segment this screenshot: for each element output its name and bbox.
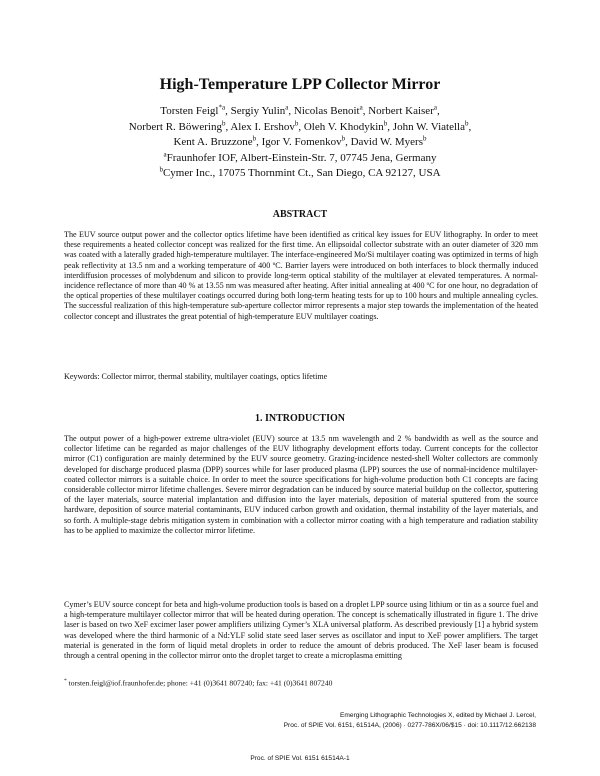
author-name: Sergiy Yulin <box>230 105 286 117</box>
author-line <box>0 120 600 136</box>
section-heading: 1. INTRODUCTION <box>254 413 345 424</box>
affiliation-text: Fraunhofer IOF, Albert-Einstein-Str. 7, 07745 Jena, Germany <box>166 151 437 164</box>
author-name: Norbert R. Böwering <box>128 120 222 133</box>
author-sup: a <box>285 103 289 112</box>
author-sep: , <box>436 105 440 117</box>
author-sup: a <box>433 103 437 112</box>
author-line <box>0 135 600 151</box>
author-name: Oleh V. Khodykin <box>303 120 384 133</box>
author-sep: , <box>345 136 351 149</box>
affiliation-sup: a <box>163 150 167 159</box>
author-name: Igor V. Fomenkov <box>261 136 342 149</box>
author-sup: b <box>464 118 469 127</box>
author-sup: b <box>294 118 299 127</box>
footnote <box>64 678 332 688</box>
intro-paragraph: Cymer’s EUV source concept for beta and high-volume production tools is based on a droplet LPP source using lithium or tin as a source fuel and a high-temperature multilayer collector mirror that will be heated during operation. The concept is schematically illustrated in figure 1. The drive laser is based on two XeF excimer laser power amplifiers utilizing Cymer’s XLA universal platform. As described previously [1] a hybrid system was developed where the third harmonic of a Nd:YLF solid state seed laser serves as oscillator and input to XeF power amplifiers. The target material is generated in the form of liquid metal droplets in order to reduce the amount of debris produced. The XeF laser beam is focused through a central opening in the collector mirror onto the droplet target to create a microplasma emitting <box>64 600 538 661</box>
page-number: Proc. of SPIE Vol. 6151 61514A-1 <box>250 755 350 762</box>
author-name: John W. Viatella <box>392 120 465 133</box>
author-line <box>0 104 600 120</box>
abstract-text: The EUV source output power and the collector optics lifetime have been identified as critical key issues for EUV lithography. In order to meet these requirements a heated collector concept was realized for the first time. An ellipsoidal collector substrate with an outer diameter of 320 mm was coated with a laterally graded high-temperature multilayer. The interface-engineered Mo/Si multilayer coating was optimized in terms of high peak reflectivity at 13.5 nm and a working temperature of 400 ºC. Barrier layers were introduced on both interfaces to block thermally induced interdiffusion processes of molybdenum and silicon to provide long-term optical stability of the multilayer at elevated temperatures. A normal-incidence reflectance of more than 40 % at 13.55 nm was measured after heating. After initial annealing at 400 ºC for one hour, no degradation of the optical properties of these multilayer coatings occurred during both long-term heating tests for up to 100 hours and multiple annealing cycles. The successful realization of this high-temperature sub-aperture collector mirror represents a major step towards the implementation of the heated collector concept and illustrates the great potential of high-temperature EUV multilayer coatings. <box>64 230 538 321</box>
intro-paragraph: The output power of a high-power extreme ultra-violet (EUV) source at 13.5 nm wavelength and 2 % bandwidth as well as the source and collector lifetime can be regarded as major challenges of the EUV lithography development efforts today. Current concepts for the collector mirror (C1) configuration are mainly determined by the EUV source geometry. Grazing-incidence nested-shell Wolter collectors are commonly developed for discharge produced plasma (DPP) sources while for laser produced plasma (LPP) sources the use of normal-incidence multilayer-coated collector mirrors is a suitable choice. In order to meet the source specifications for high-volume production both C1 concepts are facing considerable collector mirror lifetime challenges. Severe mirror degradation can be induced by source material buildup on the collector, sputtering of the layer materials, source material implantation and diffusion into the layer materials, deposition of material sputtered from the source hardware, deposition of source material contaminants, EUV induced carbon growth and oxidation, thermal instability of the layer materials, and so forth. A multiple-stage debris mitigation system in combination with a collector mirror coating with a high temperature and radiation stability has to be applied to maximize the collector mirror lifetime. <box>64 434 538 535</box>
affiliation <box>0 151 600 167</box>
publication-line: Proc. of SPIE Vol. 6151, 61514A, (2006) · 0277-786X/06/$15 · doi: 10.1117/12.662138 <box>283 722 536 729</box>
author-block <box>0 104 600 182</box>
author-name: Torsten Feigl <box>160 105 219 117</box>
affiliation <box>0 166 600 182</box>
author-sep: , <box>288 105 294 117</box>
footnote-marker: * <box>64 678 67 684</box>
author-sup: b <box>341 134 346 143</box>
footnote-text: torsten.feigl@iof.fraunhofer.de; phone: +41 (0)3641 807240; fax: +41 (0)3641 807240 <box>66 678 333 688</box>
author-sep: , <box>225 105 231 117</box>
author-sep: , <box>387 120 393 133</box>
affiliation-text: Cymer Inc., 17075 Thornmint Ct., San Diego, CA 92127, USA <box>162 167 441 180</box>
author-sep: , <box>362 105 369 117</box>
abstract-heading: ABSTRACT <box>272 209 328 220</box>
author-name: Norbert Kaiser <box>368 105 434 117</box>
author-name: David W. Myers <box>350 136 423 149</box>
author-sep: , <box>468 120 472 133</box>
author-sup: b <box>383 118 388 127</box>
affiliation-sup: b <box>159 165 163 174</box>
author-sep: , <box>298 120 304 133</box>
author-sup: *a <box>218 103 226 112</box>
publication-line: Emerging Lithographic Technologies X, edited by Michael J. Lercel, <box>340 712 536 719</box>
author-sep: , <box>225 120 231 133</box>
keywords: Keywords: Collector mirror, thermal stability, multilayer coatings, optics lifetime <box>64 372 328 381</box>
paper-title: High-Temperature LPP Collector Mirror <box>159 76 441 93</box>
author-sup: b <box>252 134 257 143</box>
author-sup: b <box>423 134 427 143</box>
author-name: Alex I. Ershov <box>230 120 295 133</box>
author-name: Kent A. Bruzzone <box>173 136 253 149</box>
author-sup: b <box>221 118 226 127</box>
author-sup: a <box>359 103 363 112</box>
author-name: Nicolas Benoit <box>293 105 360 117</box>
author-sep: , <box>256 136 262 149</box>
